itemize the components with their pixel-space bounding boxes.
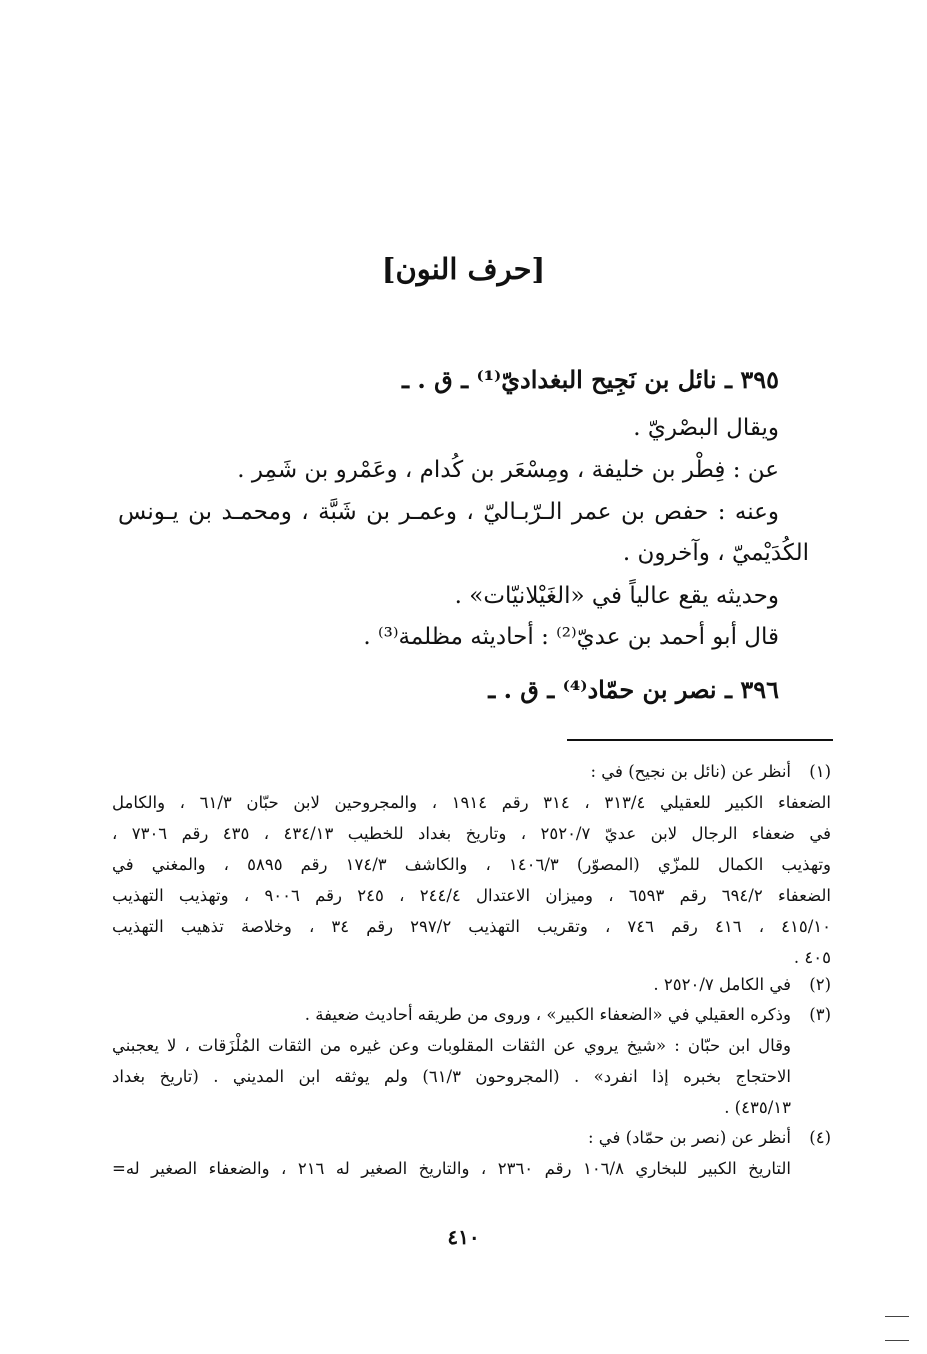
footnote-number: (٣) [809,1005,831,1024]
footnote-line: وتهذيب الكمال للمزّي (المصوّر) ١٤٠٦/٣ ، والكاشف ١٧٤/٣ رقم ٥٨٩٥ ، والمغني في [112,855,832,874]
footnote-1 [112,762,831,781]
footnote-2 [112,975,831,994]
footnote-4 [112,1128,831,1147]
footnote-separator [567,739,833,741]
text-line: وحديثه يقع عالياً في «الغَيْلانيّات» . [454,583,779,609]
footnote-line: وقال ابن حبّان : «شيخ يروي عن الثقات المقلوبات وعن غيره من الثقات المُلْزَقات ، لا يعجبني [112,1036,791,1055]
text-line: عن : فِطْر بن خليفة ، ومِسْعَر بن كُدام ، وعَمْرو بن شَمِر . [237,457,779,483]
footnote-number: (٤) [809,1128,831,1147]
page-number: ٤١٠ [447,1225,480,1249]
footnote-line: ٤١٥/١٠ ، ٤١٦ رقم ٧٤٦ ، وتقريب التهذيب ٢٩٧/٢ رقم ٣٤ ، وخلاصة تذهيب التهذيب [112,917,832,936]
footnote-text: أنظر عن (نصر بن حمّاد) في : [587,1128,791,1147]
footnote-text: في الكامل ٢٥٢٠/٧ . [653,975,791,994]
footnote-3 [112,1005,831,1024]
text-line: ويقال البصْريّ . [633,415,779,441]
footnote-line: في ضعفاء الرجال لابن عديّ ٢٥٢٠/٧ ، وتاريخ بغداد للخطيب ٤٣٤/١٣ ، ٤٣٥ رقم ٧٣٠٦ ، [112,824,831,843]
footnote-line: التاريخ الكبير للبخاري ١٠٦/٨ رقم ٢٣٦٠ ، والتاريخ الصغير له ٢١٦ ، والضعفاء الصغير له= [112,1159,792,1178]
footnote-line: ٤٠٥ . [793,948,831,967]
footnote-text: أنظر عن (نائل بن نجيح) في : [590,762,791,781]
footnote-number: (١) [809,762,831,781]
footnote-line: الضعفاء الكبير للعقيلي ٣١٣/٤ ، ٣١٤ رقم ١٩١٤ ، والمجروحين لابن حبّان ٦١/٣ ، والكامل [112,793,831,812]
footnote-line: الضعفاء ٦٩٤/٢ رقم ٦٥٩٣ ، وميزان الاعتدال ٢٤٤/٤ ، ٢٤٥ رقم ٩٠٠٦ ، وتهذيب التهذيب [112,886,832,905]
text-line: وعنه : حفص بن عمر الـرّبـاليّ ، وعمـر بن شَبَّة ، ومحمـد بن يـونس [118,499,779,525]
chapter-title: [حرف النون] [381,252,546,286]
text-line: الكُدَيْميّ ، وآخرون . [622,540,809,566]
text-line: قال أبو أحمد بن عديّ⁽²⁾ : أحاديثه مظلمة⁽³⁾ . [363,624,779,650]
entry-heading-395: ٣٩٥ ـ نائل بن نَجِيح البغداديّ⁽¹⁾ ـ ق . ـ [402,365,779,394]
scan-mark [885,1340,909,1341]
footnote-text: وذكره العقيلي في «الضعفاء الكبير» ، وروى من طريقه أحاديث ضعيفة . [304,1005,791,1024]
footnote-line: ٤٣٥/١٣) . [724,1098,791,1117]
footnote-number: (٢) [809,975,831,994]
entry-heading-396: ٣٩٦ ـ نصر بن حمّاد⁽⁴⁾ ـ ق . ـ [488,675,779,704]
footnote-line: الاحتجاج بخبره إذا انفرد» . (المجروحون ٦١/٣) ولم يوثقه ابن المديني . (تاريخ بغداد [112,1067,791,1086]
scan-mark [885,1316,909,1317]
